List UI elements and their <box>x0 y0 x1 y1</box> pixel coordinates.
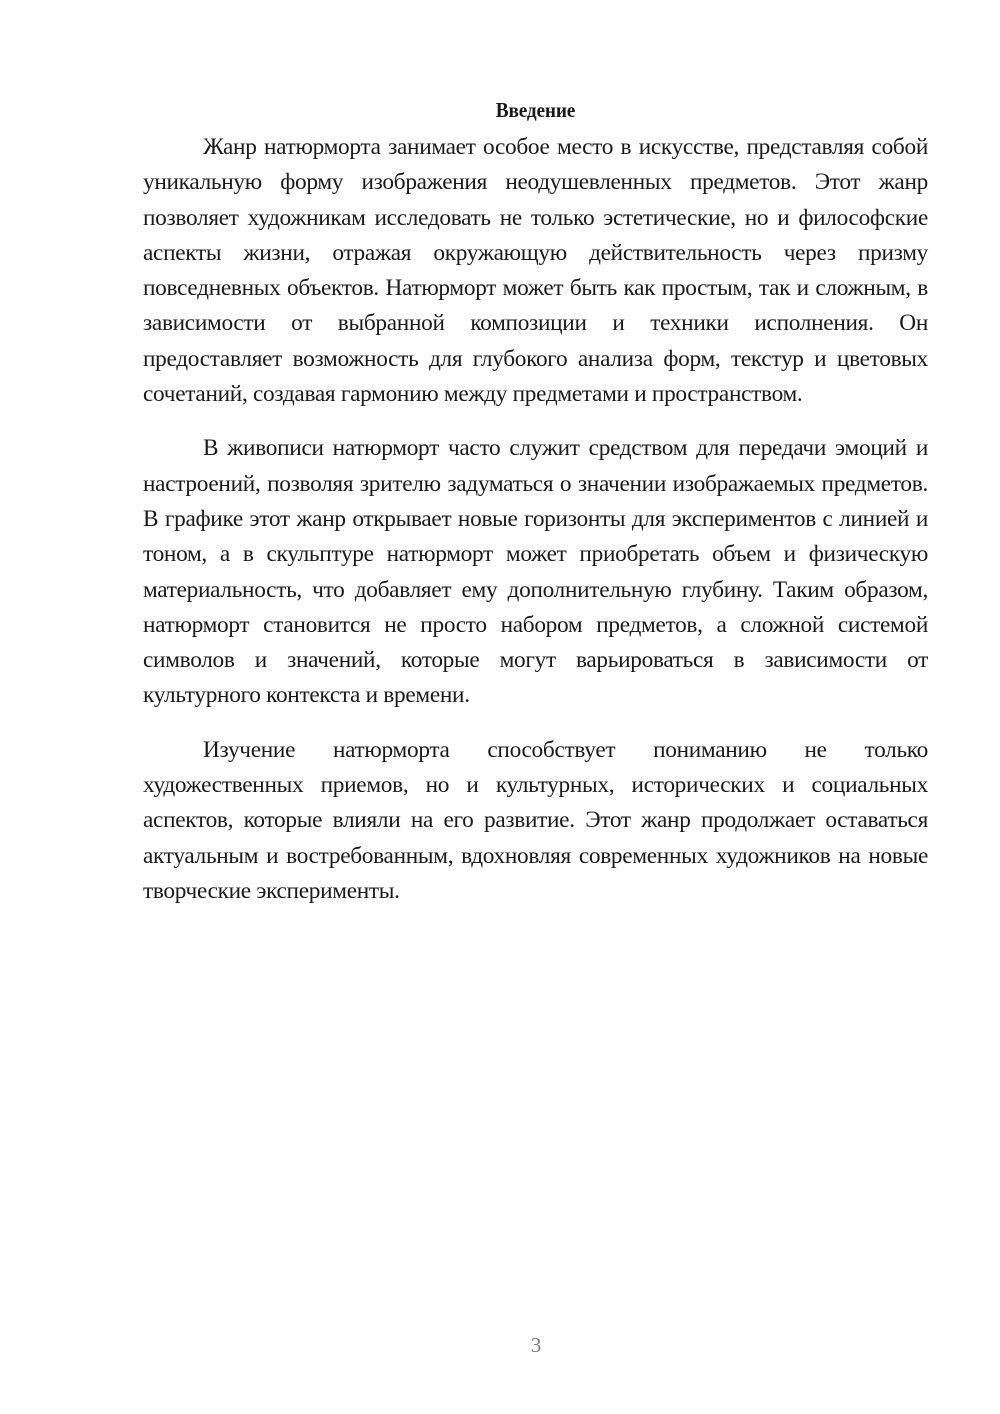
paragraph-1: Жанр натюрморта занимает особое место в искусстве, представляя собой уникальную форму изображения неодушевленных предметов. Этот жанр позволяет художникам исследовать не только эстетические, но и философские аспекты жизни, отражая окружающую действительность через призму повседневных объектов. Натюрморт может быть как простым, так и сложным, в зависимости от выбранной композиции и техники исполнения. Он предоставляет возможность для глубокого анализа форм, текстур и цветовых сочетаний, создавая гармонию между предметами и пространством. <box>143 134 928 408</box>
section-title: Введение <box>495 98 576 122</box>
page-number: 3 <box>530 1333 542 1357</box>
paragraph-2: В живописи натюрморт часто служит средством для передачи эмоций и настроений, позволяя зрителю задуматься о значении изображаемых предметов. В графике этот жанр открывает новые горизонты для экспериментов с линией и тоном, а в скульптуре натюрморт может приобретать объем и физическую материальность, что добавляет ему дополнительную глубину. Таким образом, натюрморт становится не просто набором предметов, а сложной системой символов и значений, которые могут варьироваться в зависимости от культурного контекста и времени. <box>143 435 928 709</box>
page-content <box>143 92 928 928</box>
paragraph-3: Изучение натюрморта способствует пониманию не только художественных приемов, но и культурных, исторических и социальных аспектов, которые влияли на его развитие. Этот жанр продолжает оставаться актуальным и востребованным, вдохновляя современных художников на новые творческие эксперименты. <box>143 736 928 904</box>
